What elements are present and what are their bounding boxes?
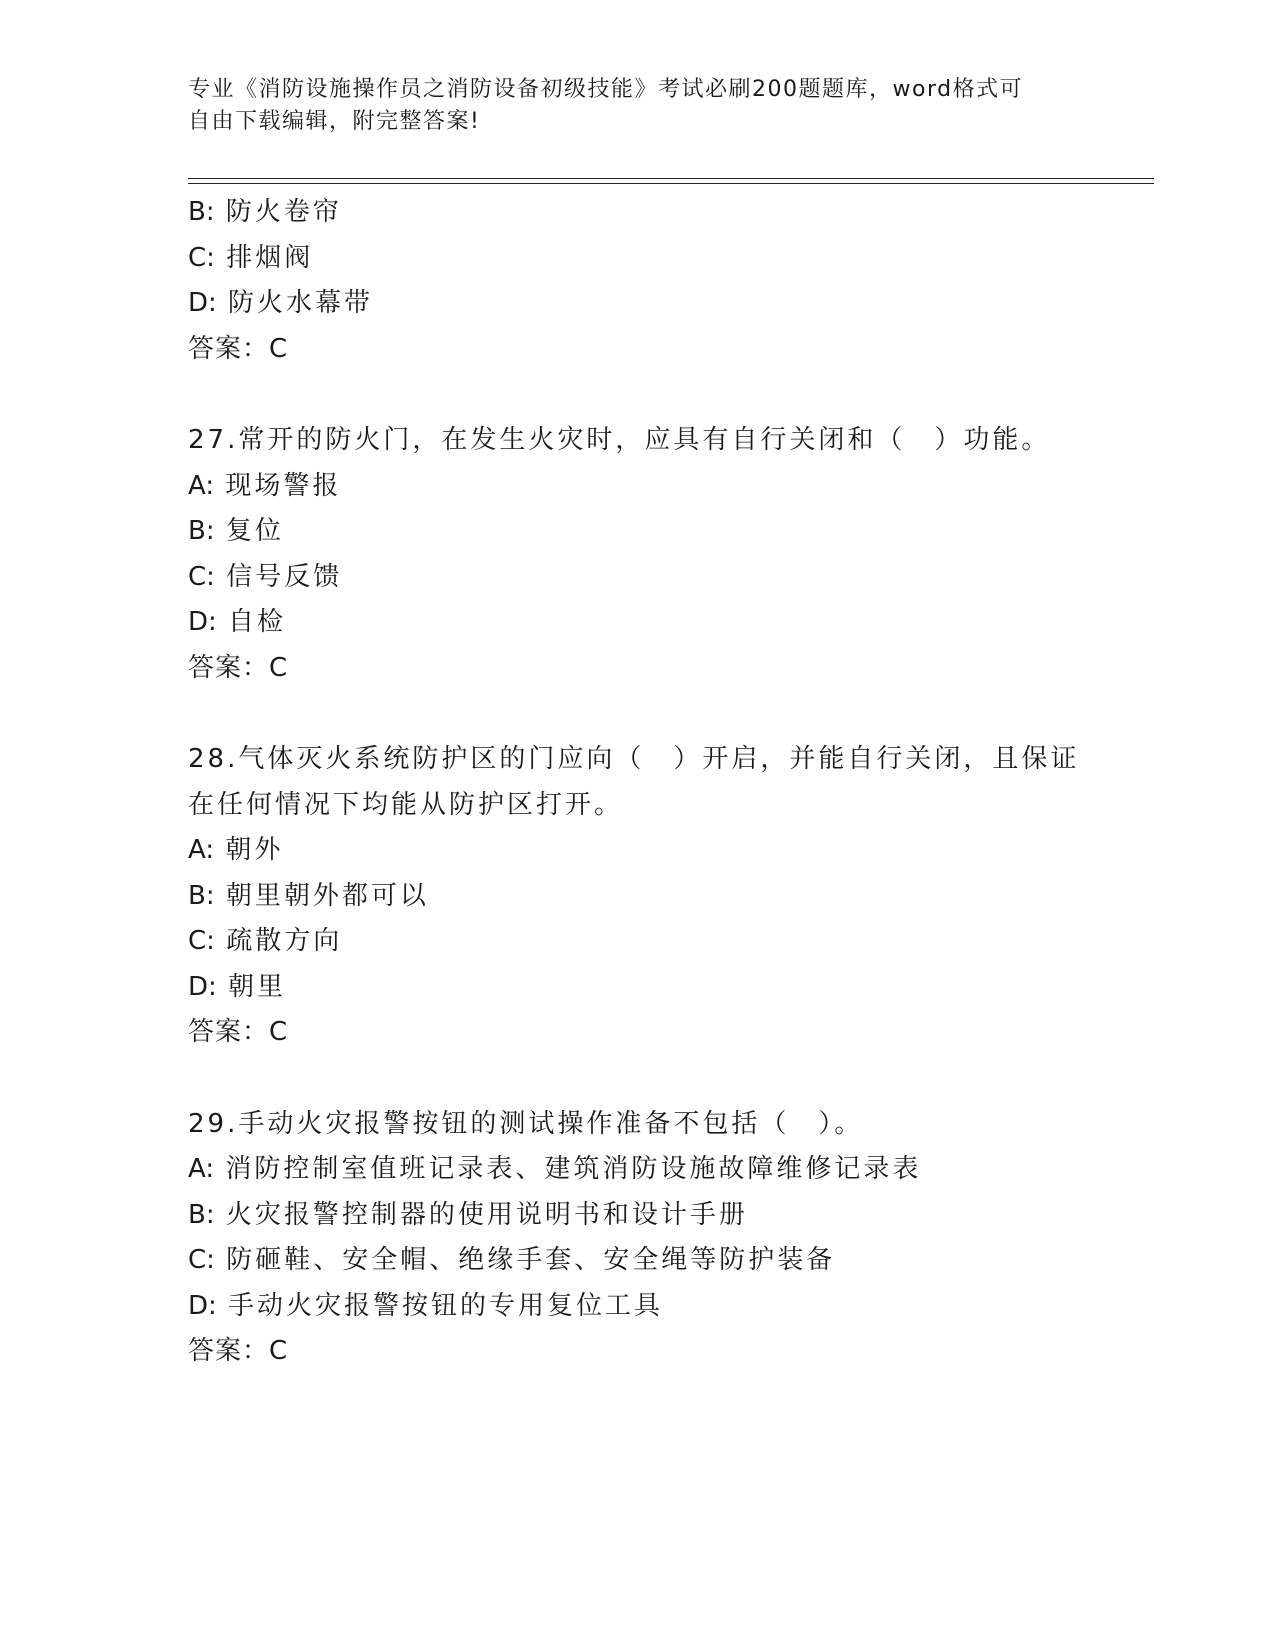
- question-29: [188, 1102, 1108, 1375]
- question-28: [188, 737, 1108, 1056]
- option-d: D: 自检: [188, 607, 287, 637]
- answer: 答案：C: [188, 1017, 289, 1047]
- option-c: C: 疏散方向: [188, 926, 343, 956]
- question-26-continued: [188, 190, 1108, 372]
- header-title-line-2: 自由下载编辑，附完整答案!: [188, 109, 481, 134]
- document-body: [188, 190, 1108, 1375]
- option-b: B: 火灾报警控制器的使用说明书和设计手册: [188, 1199, 748, 1230]
- question-stem: 29.手动火灾报警按钮的测试操作准备不包括（ ）。: [188, 1108, 864, 1139]
- answer: 答案：C: [188, 333, 289, 364]
- header-title-line-1: 专业《消防设施操作员之消防设备初级技能》考试必刷200题题库，word格式可: [188, 77, 1024, 102]
- page-header: [188, 74, 1088, 138]
- answer: 答案：C: [188, 1336, 289, 1366]
- option-b: B: 复位: [188, 516, 284, 546]
- option-a: A: 朝外: [188, 835, 284, 865]
- option-b: B: 防火卷帘: [188, 197, 342, 227]
- option-c: C: 防砸鞋、安全帽、绝缘手套、安全绳等防护装备: [188, 1245, 836, 1275]
- answer: 答案：C: [188, 652, 289, 683]
- option-c: C: 排烟阀: [188, 242, 314, 273]
- option-d: D: 防火水幕带: [188, 288, 374, 318]
- option-b: B: 朝里朝外都可以: [188, 880, 429, 911]
- header-divider-top: [188, 178, 1154, 179]
- question-stem-line-1: 28.气体灭火系统防护区的门应向（ ）开启，并能自行关闭，且保证: [188, 744, 1080, 774]
- option-d: D: 手动火灾报警按钮的专用复位工具: [188, 1290, 664, 1321]
- option-a: A: 消防控制室值班记录表、建筑消防设施故障维修记录表: [188, 1154, 922, 1184]
- option-c: C: 信号反馈: [188, 561, 343, 592]
- question-stem: 27.常开的防火门，在发生火灾时，应具有自行关闭和（ ）功能。: [188, 425, 1051, 455]
- question-stem-line-2: 在任何情况下均能从防护区打开。: [188, 789, 624, 820]
- option-d: D: 朝里: [188, 971, 287, 1002]
- header-divider-bottom: [188, 183, 1154, 184]
- question-27: [188, 418, 1108, 691]
- option-a: A: 现场警报: [188, 470, 342, 501]
